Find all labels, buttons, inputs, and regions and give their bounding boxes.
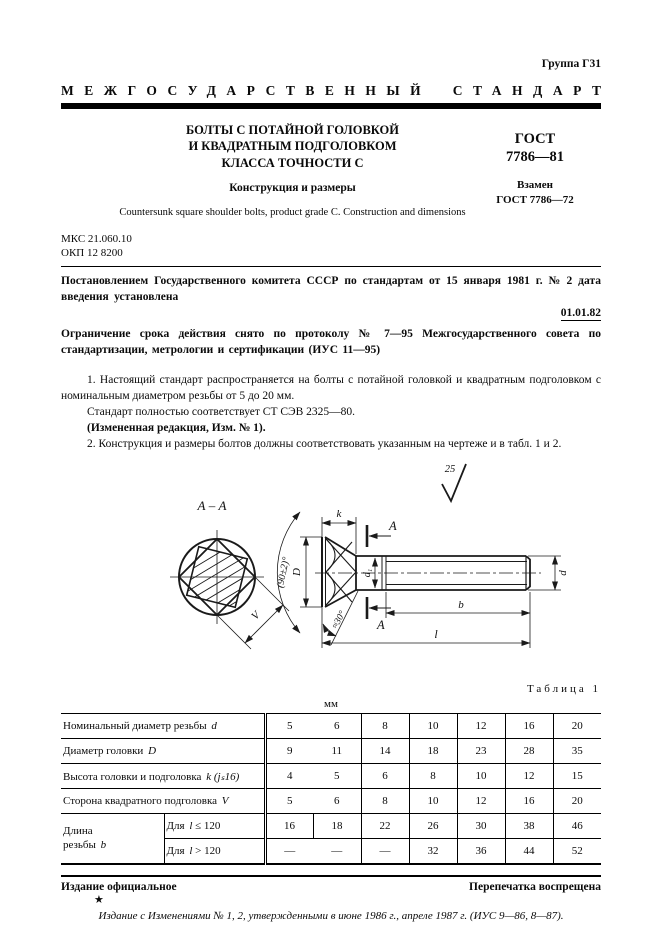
dimension-D [291,537,322,607]
replaces-number: ГОСТ 7786—72 [496,193,574,206]
okp-code: ОКП 12 8200 [61,247,123,260]
edition-note: Издание с Изменениями № 1, 2, утвержденными в июне 1986 г., апреле 1987 г. (ИУС 9—86, 8—87). [98,909,564,922]
dim-label-k: k [336,508,342,521]
table-row: Диаметр головки D 9 11 14 18 23 28 35 [61,739,601,764]
star-icon: ★ [94,893,104,906]
title-line-1: БОЛТЫ С ПОТАЙНОЙ ГОЛОВКОЙ [185,123,399,137]
footer-divider [61,875,601,877]
section-arrow-bottom [367,597,391,632]
paragraph-1: 1. Настоящий стандарт распространяется на болты с потайной головкой и квадратным подголовком с номинальным диаметром резьбы от 5 до 20 мм. [61,374,601,403]
dim-label-d: d [557,570,569,577]
title-right-column [469,122,601,218]
dim-label-angle: (90±2)° [274,556,293,590]
official-edition-label: Издание официальное [61,880,177,893]
bolt-drawing-svg [139,455,585,683]
header-divider-bar [61,103,601,109]
dim-label-b: b [458,599,464,612]
document-title-english: Countersunk square shoulder bolts, product grade C. Construction and dimensions [119,206,466,218]
classification-codes [61,232,601,261]
decree-divider [61,266,601,267]
standard-type-heading [61,83,612,99]
mks-code: МКС 21.060.10 [61,232,132,245]
countersunk-head [322,537,356,607]
section-view-label: А – А [197,498,227,514]
dimension-b [386,592,530,618]
dimension-k [322,508,356,554]
table-row: Высота головки и подголовка k (jₛ16) 4 5 6 8 10 12 15 [61,764,601,789]
roughness-value: 25 [444,464,456,476]
introduction-date: 01.01.82 [560,306,601,319]
document-title [116,122,469,171]
standard-word-2: СТАНДАРТ [452,83,612,98]
table-row: Для l > 120 — — — 32 36 44 52 [61,839,601,864]
section-arrow-label-bottom: А [377,618,385,633]
gost-number: 7786—81 [506,149,564,166]
reprint-prohibited-label: Перепечатка воспрещена [469,880,601,893]
paragraph-3: (Измененная редакция, Изм. № 1). [87,421,266,434]
gost-label: ГОСТ [514,131,556,147]
footer-line [61,881,601,893]
standard-word-1: МЕЖГОСУДАРСТВЕННЫЙ [61,83,432,98]
replaces-block [469,178,601,207]
replaces-label: Взамен [517,179,553,192]
paragraph-2: Стандарт полностью соответствует СТ СЭВ 2325—80. [87,405,356,418]
bolt-side-view [275,508,569,648]
body-text [61,373,601,452]
bolt-technical-drawing [61,455,601,683]
dim-label-D: D [291,568,303,577]
dim-label-30deg: ≈30° [330,609,348,632]
title-block [61,122,601,218]
table-caption: Таблица 1 [526,683,601,696]
table-row: Длина резьбы b Для l ≤ 120 16 18 22 26 30 38 46 [61,814,601,839]
title-line-2: И КВАДРАТНЫМ ПОДГОЛОВКОМ [188,139,397,154]
title-line-3: КЛАССА ТОЧНОСТИ С [221,155,364,170]
paragraph-4: 2. Конструкция и размеры болтов должны соответствовать указанным на чертеже и в табл. 1 и 2. [87,437,562,450]
table-row: Сторона квадратного подголовка V 5 6 8 10 12 16 20 [61,789,601,814]
document-subtitle: Конструкция и размеры [229,181,356,194]
group-code: Группа Г31 [541,58,601,70]
page-content [61,58,612,922]
dim-label-l: l [434,627,438,642]
title-left-column [61,122,469,218]
table-units: мм [324,698,338,711]
surface-roughness-icon [442,464,466,501]
dim-label-V: V [249,609,263,623]
dimensions-table [61,713,601,865]
decree-paragraph: Постановлением Государственного комитета СССР по стандартам от 15 января 1981 г. № 2 дата введения установлена [61,274,601,303]
gost-designation [469,130,601,166]
limitation-paragraph: Ограничение срока действия снято по протоколу № 7—95 Межгосударственного совета по стандартизации, метрологии и сертификации (ИУС 11—95) [61,327,601,357]
section-arrow-top [367,519,397,547]
dim-label-d1: d₁ [362,569,373,578]
section-arrow-label-top: А [389,519,397,534]
table-row: Номинальный диаметр резьбы d 5 6 8 10 12 16 20 [61,714,601,739]
